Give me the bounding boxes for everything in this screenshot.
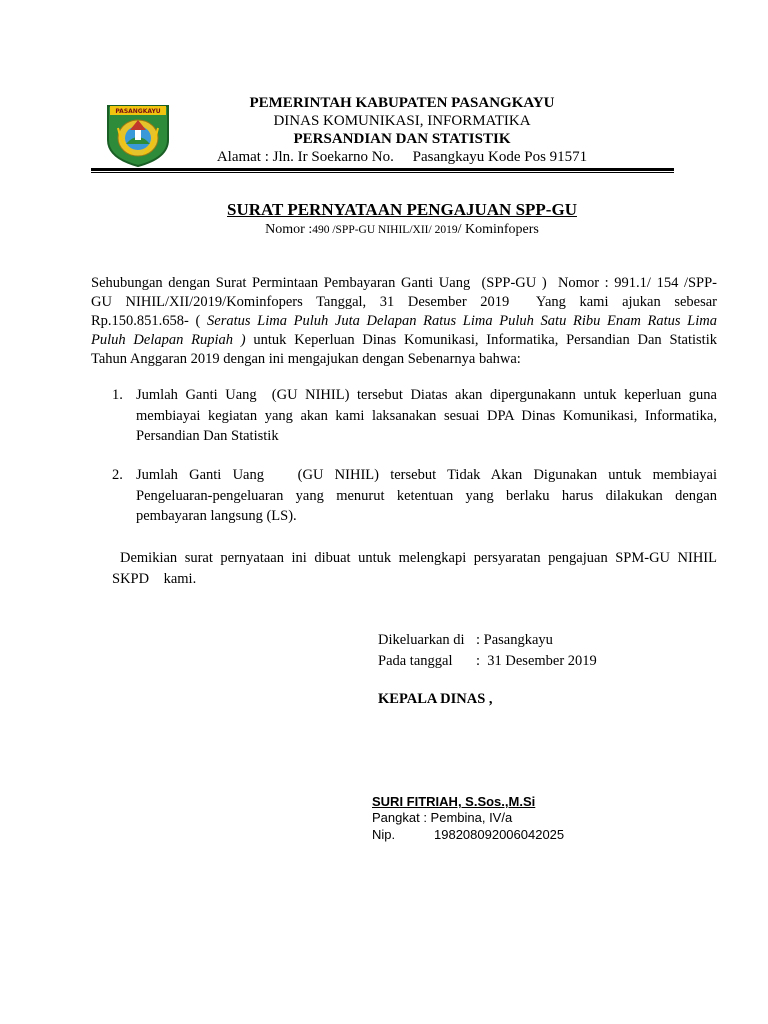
nomor-prefix: Nomor :	[265, 222, 313, 237]
header-agency: DINAS KOMUNIKASI, INFORMATIKA	[273, 113, 531, 129]
list-item-line-2: membiayai kegiatan yang akan kami laksanakan sesuai DPA Dinas Komunikasi, Informatika,	[136, 407, 717, 424]
signer-name: SURI FITRIAH, S.Sos.,M.Si	[372, 794, 536, 809]
list-item-line-3: Persandian Dan Statistik	[136, 428, 279, 444]
nomor-suffix: / Kominfopers	[457, 222, 539, 237]
issued-value: : Pasangkayu	[476, 632, 553, 648]
signer-nip	[372, 827, 564, 842]
intro-line-1: Sehubungan dengan Surat Permintaan Pembayaran Ganti Uang (SPP-GU ) Nomor : 991.1/ 154 /SPP-	[91, 275, 717, 291]
signer-position: KEPALA DINAS ,	[378, 691, 493, 707]
list-number: 1.	[112, 387, 123, 403]
signer-rank: Pangkat : Pembina, IV/a	[372, 810, 513, 825]
list-number: 2.	[112, 467, 123, 483]
amount-words-end: Puluh Delapan Rupiah )	[91, 332, 246, 348]
logo-text: PASANGKAYU	[115, 108, 161, 115]
date-value: : 31 Desember 2019	[476, 653, 597, 669]
list-item-line-2: Pengeluaran-pengeluaran yang menurut ketentuan yang berlaku harus dilakukan dengan	[136, 487, 717, 504]
list-item	[112, 385, 717, 447]
closing-line-2: SKPD kami.	[112, 570, 197, 587]
intro-line-2: GU NIHIL/XII/2019/Kominfopers Tanggal, 31 Desember 2019 Yang kami ajukan sebesar	[91, 294, 717, 310]
intro-line-5: Tahun Anggaran 2019 dengan ini mengajukan dengan Sebenarnya bahwa:	[91, 351, 521, 367]
issued-place	[378, 630, 553, 650]
list-item	[112, 465, 717, 527]
header-division: PERSANDIAN DAN STATISTIK	[293, 131, 511, 147]
nip-value: 198208092006042025	[434, 827, 565, 842]
list-item-line-1: Jumlah Ganti Uang (GU NIHIL) tersebut Diatas akan dipergunakann untuk keperluan guna	[136, 387, 717, 403]
intro-purpose: untuk Keperluan Dinas Komunikasi, Informatika, Persandian Dan Statistik	[245, 332, 717, 348]
nomor-code: 490 /SPP-GU NIHIL/XII/ 2019	[312, 224, 458, 236]
document-title: SURAT PERNYATAAN PENGAJUAN SPP-GU	[227, 200, 577, 219]
intro-line-4	[91, 331, 717, 350]
header-divider	[91, 168, 674, 171]
amount-number: Rp.150.851.658- (	[91, 313, 208, 329]
document-number	[100, 222, 704, 238]
list-item-line-3: pembayaran langsung (LS).	[136, 508, 297, 524]
issued-date	[378, 651, 597, 671]
header-address: Alamat : Jln. Ir Soekarno No. Pasangkayu Kode Pos 91571	[216, 149, 588, 165]
amount-words: Seratus Lima Puluh Juta Delapan Ratus Lima Puluh Satu Ribu Enam Ratus Lima	[207, 313, 717, 329]
list-item-line-1: Jumlah Ganti Uang (GU NIHIL) tersebut Tidak Akan Digunakan untuk membiayai	[136, 467, 717, 483]
header-government: PEMERINTAH KABUPATEN PASANGKAYU	[249, 95, 555, 111]
nip-label: Nip.	[372, 827, 396, 842]
regency-logo	[104, 100, 172, 168]
closing-paragraph	[112, 548, 717, 589]
intro-line-3	[91, 312, 717, 331]
intro-paragraph	[91, 274, 717, 369]
issued-label: Dikeluarkan di	[378, 632, 465, 648]
date-label: Pada tanggal	[378, 653, 453, 669]
header-divider-thin	[91, 172, 674, 173]
closing-line-1: Demikian surat pernyataan ini dibuat untuk melengkapi persyaratan pengajuan SPM-GU NIHIL	[120, 550, 717, 566]
